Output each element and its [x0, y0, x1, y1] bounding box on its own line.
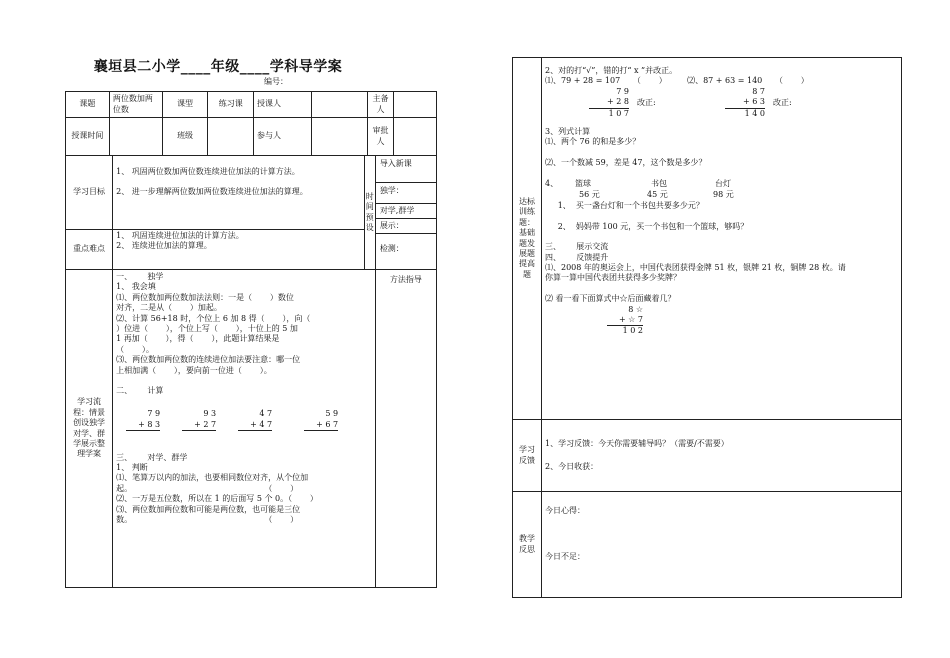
calc-top: 5 9: [325, 408, 339, 418]
flow-line: ⑵、一万是五位数，所以在 1 的后面写 5 个 0。（ ）: [116, 494, 318, 504]
price-schoolbag: 45 元: [647, 189, 668, 199]
slot-test: 检测：: [379, 244, 404, 253]
flow-line: ⑴、笔算万以内的加法，也要相同数位对齐，从个位加: [116, 473, 309, 483]
items-block: [545, 179, 898, 201]
test-line: ⑴、79 + 28 = 107 （ ） ⑵、87 + 63 = 140 （ ）: [545, 76, 809, 86]
fix-label-2: 改正:: [773, 97, 792, 107]
header-table: [65, 91, 437, 156]
key-points-content: [113, 230, 365, 270]
price-basketball: 56 元: [579, 189, 600, 199]
flow-line: 二、 计算: [116, 386, 164, 396]
preparer-label: 主备人: [368, 92, 394, 118]
topic-label: 课题: [66, 92, 110, 118]
reflection-content: [542, 492, 902, 598]
test-line: [545, 211, 898, 221]
calc-top: 9 3: [203, 408, 217, 418]
flow-line: 上相加满（ ），要向前一位进（ ）。: [116, 365, 272, 375]
teacher-label: 授课人: [254, 92, 312, 118]
flow-line: [116, 376, 372, 386]
test-line: 1、 买一盏台灯和一个书包共要多少元？: [545, 200, 704, 210]
preparer-value: [393, 92, 436, 118]
calc-bottom: + 8 3: [126, 420, 160, 431]
test-line: ⑵ 看一看下面算式中☆后面藏着几？: [545, 294, 676, 304]
class-time-label: 授课时间: [66, 118, 110, 156]
class-label: 班级: [162, 118, 208, 156]
key-item: 2、 连续进位加法的算理。: [116, 241, 212, 251]
flow-line: 1 再加（ ），得（ ），此题计算结果是: [116, 334, 280, 344]
test-line: 你算一算中国代表团共获得多少奖牌？: [545, 273, 681, 283]
participant-label: 参与人: [254, 118, 312, 156]
feedback-label: 学习反馈: [513, 420, 542, 492]
slot-intro: 导入新课: [376, 156, 436, 183]
q4-head: 4、: [545, 178, 559, 188]
test-content: [542, 58, 902, 420]
method-guide: [375, 270, 436, 588]
method-guide-label: 方法指导: [389, 275, 422, 284]
flow-line: 数。 （ ）: [116, 515, 299, 525]
test-line: ⑴、2008 年的奥运会上，中国代表团获得金牌 51 枚，银牌 21 枚，铜牌 28 枚。请: [545, 263, 846, 273]
test-line: ⑴、两个 76 的和是多少？: [545, 137, 641, 147]
goals-content: [113, 156, 365, 230]
goal-item: 1、 巩固两位数加两位数连续进位加法的计算方法。: [116, 167, 300, 176]
approver-value: [393, 118, 436, 156]
reflection-item: 今日不足：: [545, 552, 585, 562]
flow-line: ）位进（ ），个位上写（ ），十位上的 5 加: [116, 323, 298, 333]
serial-number-label: 编号：: [264, 77, 288, 86]
test-line: [545, 232, 898, 242]
correction-block: [545, 87, 898, 127]
topic-value: 两位数加两位数: [109, 92, 162, 118]
teacher-value: [312, 92, 368, 118]
flow-line: 1、 判断: [116, 463, 148, 473]
item-basketball: 篮球: [575, 178, 591, 188]
time-preset-label: 时间预设: [364, 156, 375, 270]
test-line: 四、 反馈提升: [545, 252, 609, 262]
calc-bottom: + 2 7: [182, 420, 216, 431]
lesson-type-value: 练习课: [208, 92, 254, 118]
test-line: 三、 展示交流: [545, 242, 609, 252]
slot-show: 展示：: [376, 219, 436, 234]
calc-top: 7 9: [147, 408, 161, 418]
goal-item: 2、 进一步理解两位数加两位数连续进位加法的算理。: [116, 187, 308, 197]
flow-label: 学习流程：情景创设独学对学、群学展示整理学案: [66, 270, 113, 588]
participant-value: [312, 118, 368, 156]
test-line: [545, 148, 898, 158]
time-slots: [375, 156, 436, 270]
flow-line: 起。 （ ）: [116, 483, 299, 493]
price-lamp: 98 元: [713, 189, 734, 199]
flow-line: ⑶、两位数加两位数的连续进位加法要注意：哪一位: [116, 355, 301, 365]
calc-79: 7 9 + 2 8 1 0 7: [589, 87, 629, 119]
test-line: 3、列式计算: [545, 126, 591, 136]
calc-bottom: + 4 7: [238, 420, 272, 431]
reflection-item: 今日心得：: [545, 506, 585, 515]
item-lamp: 台灯: [715, 178, 731, 188]
goals-label: 学习目标: [66, 156, 113, 230]
test-line: [545, 284, 898, 294]
flow-line: ⑴、两位数加两位数加法法则：一是（ ）数位: [116, 292, 294, 302]
test-line: 2、对的打“√”，错的打“ x ”并改正。: [545, 66, 678, 75]
calc-87: 8 7 + 6 3 1 4 0: [725, 87, 765, 119]
class-time-value: [109, 118, 162, 156]
test-line: 2、 妈妈带 100 元，买一个书包和一个篮球，够吗？: [545, 221, 749, 231]
calc-block: [116, 409, 372, 449]
key-item: 1、 巩固连续进位加法的计算方法。: [116, 231, 244, 240]
key-points-label: 重点难点: [66, 230, 113, 270]
flow-line: ⑵、计算 56+18 时，个位上 6 加 8 得（ ），向（: [116, 313, 311, 323]
fix-label-1: 改正:: [637, 97, 656, 107]
feedback-item: 1、学习反馈：今天你需要辅导吗？（需要/不需要）: [545, 439, 729, 449]
feedback-content: [542, 420, 902, 492]
star-calc: 8 ☆ + ☆ 7 1 0 2: [545, 305, 898, 341]
flow-line: 对齐，二是从（ ）加起。: [116, 303, 222, 313]
lesson-type-label: 课型: [162, 92, 208, 118]
flow-line: （ ）。: [116, 344, 154, 354]
slot-self-study: 独学：: [376, 183, 436, 204]
calc-bottom: + 6 7: [304, 420, 338, 431]
calc-top: 4 7: [259, 408, 273, 418]
right-table: [512, 57, 902, 598]
approver-label: 审批人: [368, 118, 394, 156]
lesson-table: [65, 155, 437, 588]
flow-line: 三、 对学、群学: [116, 452, 188, 462]
flow-line: 一、 独学: [116, 272, 164, 281]
test-line: [545, 168, 898, 178]
item-schoolbag: 书包: [651, 178, 667, 188]
feedback-item: 2、今日收获：: [545, 461, 599, 471]
reflection-label: 教学反思: [513, 492, 542, 598]
flow-line: 1、 我会填: [116, 282, 156, 292]
class-value: [208, 118, 254, 156]
page-title: 襄垣县二小学____年级____学科导学案: [93, 59, 343, 75]
flow-line: ⑶、两位数加两位数和可能是两位数，也可能是三位: [116, 504, 301, 514]
test-label: 达标训练题：基础题发展题提高题: [513, 58, 542, 420]
flow-content: [113, 270, 376, 588]
test-line: ⑵、一个数减 59，差是 47，这个数是多少？: [545, 157, 707, 167]
slot-group-study: 对学,群学: [376, 204, 436, 219]
